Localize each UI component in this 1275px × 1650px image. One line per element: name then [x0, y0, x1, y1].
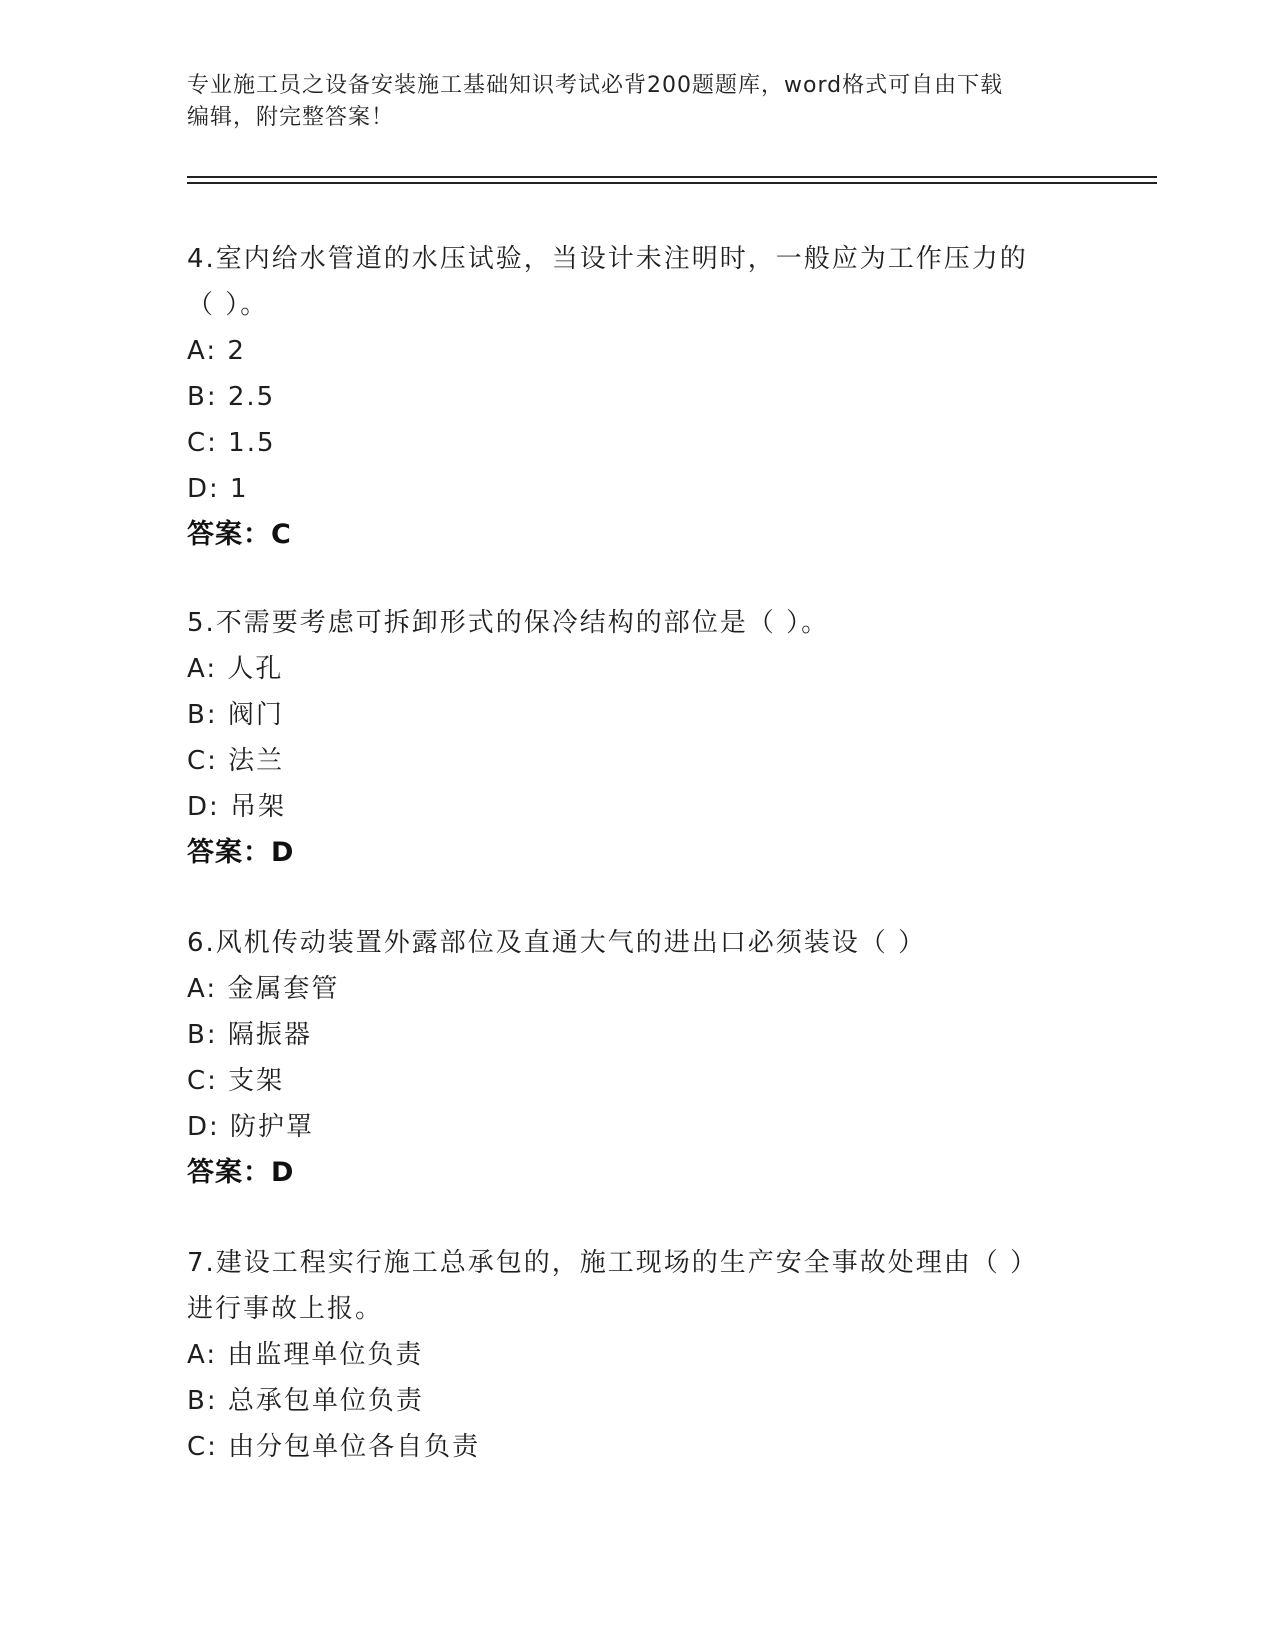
- option-c: C: 1.5: [187, 428, 276, 458]
- option-d: D: 1: [187, 474, 249, 504]
- option-d: D: 吊架: [187, 792, 287, 822]
- title-line-1: 专业施工员之设备安装施工基础知识考试必背200题题库，word格式可自由下载: [187, 73, 1004, 98]
- question-stem-line-2: （ ）。: [187, 290, 269, 320]
- option-c: C: 由分包单位各自负责: [187, 1432, 481, 1462]
- question-5: [187, 600, 1087, 876]
- option-c: C: 支架: [187, 1066, 285, 1096]
- option-a: A: 人孔: [187, 654, 284, 684]
- option-c: C: 法兰: [187, 746, 285, 776]
- question-stem-line-1: 6.风机传动装置外露部位及直通大气的进出口必须装设（ ）: [187, 928, 927, 958]
- question-6: [187, 920, 1087, 1196]
- header-divider-bottom: [187, 182, 1157, 184]
- question-4: [187, 236, 1087, 558]
- answer: 答案：D: [187, 837, 295, 868]
- title-line-2: 编辑，附完整答案！: [187, 105, 395, 130]
- option-d: D: 防护罩: [187, 1112, 315, 1142]
- question-stem-line-1: 7.建设工程实行施工总承包的，施工现场的生产安全事故处理由（ ）: [187, 1248, 1039, 1278]
- option-b: B: 隔振器: [187, 1020, 312, 1050]
- header-divider-top: [187, 176, 1157, 178]
- option-b: B: 阀门: [187, 700, 284, 730]
- question-stem-line-2: 进行事故上报。: [187, 1294, 384, 1324]
- question-stem-line-1: 4.室内给水管道的水压试验，当设计未注明时，一般应为工作压力的: [187, 244, 1028, 274]
- question-stem-line-1: 5.不需要考虑可拆卸形式的保冷结构的部位是（ ）。: [187, 608, 830, 638]
- option-a: A: 2: [187, 336, 246, 366]
- option-b: B: 2.5: [187, 382, 276, 412]
- question-7: [187, 1240, 1087, 1470]
- answer: 答案：C: [187, 519, 292, 550]
- document-title: [187, 70, 1067, 134]
- answer: 答案：D: [187, 1157, 295, 1188]
- option-a: A: 由监理单位负责: [187, 1340, 424, 1370]
- option-b: B: 总承包单位负责: [187, 1386, 424, 1416]
- option-a: A: 金属套管: [187, 974, 340, 1004]
